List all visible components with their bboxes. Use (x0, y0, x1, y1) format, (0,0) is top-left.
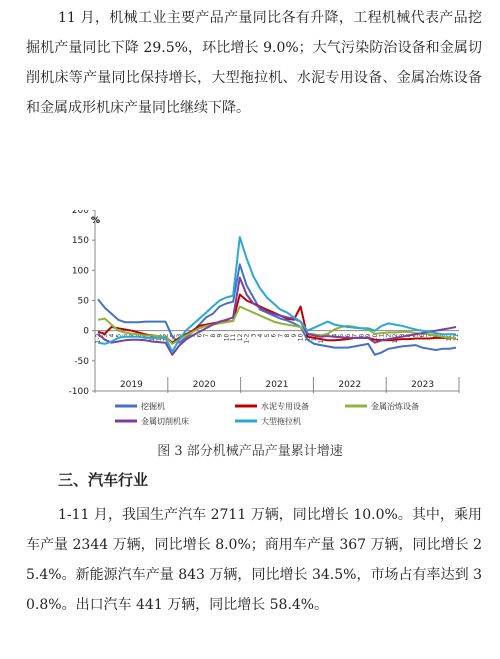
legend-label: 大型拖拉机 (261, 417, 301, 426)
year-label: 2021 (265, 380, 289, 390)
x-tick-label: 4 (108, 333, 116, 338)
x-tick-label: 9 (142, 333, 150, 338)
x-tick-label: 11 (230, 333, 238, 342)
year-label: 2019 (119, 380, 143, 390)
x-tick-label: 1-2 (169, 333, 177, 344)
x-tick-label: 3 (324, 333, 332, 338)
x-tick-label: 8 (135, 333, 143, 338)
x-tick-label: 3 (250, 333, 258, 338)
x-tick-label: 6 (122, 333, 130, 338)
line-chart (55, 210, 475, 440)
x-tick-label: 1-2 (392, 333, 400, 344)
x-tick-label: 3 (176, 333, 184, 338)
x-tick-label: 9 (216, 333, 224, 338)
x-tick-label: 4 (257, 333, 265, 338)
x-tick-label: 8 (209, 333, 217, 338)
y-tick-label: -50 (74, 356, 89, 367)
x-tick-label: 10 (223, 333, 231, 342)
x-tick-label: 8 (284, 333, 292, 338)
year-label: 2022 (338, 380, 362, 390)
year-label: 2023 (411, 380, 435, 390)
legend-label: 挖掘机 (141, 402, 165, 411)
x-tick-label: 1-2 (95, 333, 102, 344)
x-tick-label: 7 (203, 333, 211, 338)
paragraph-auto: 1-11 月，我国生产汽车 2711 万辆，同比增长 10.0%。其中，乘用车产量 2344 万辆，同比增长 8.0%；商用车产量 367 万辆，同比增长 25.4%。新能源汽车产量 843 万辆，同比增长 34.5%，市场占有率达到 30.8%。出口汽车 441 万辆，同比增长 58.4%。 (26, 507, 482, 613)
section-heading: 三、汽车行业 (58, 471, 149, 489)
legend (115, 401, 419, 426)
x-tick-label: 12 (311, 333, 319, 342)
x-tick-label: 5 (115, 333, 123, 338)
x-tick-label: 12 (385, 333, 393, 342)
x-tick-label: 10 (297, 333, 305, 342)
y-tick-label: 0 (83, 326, 89, 337)
x-tick-label: 4 (331, 333, 339, 338)
x-tick-label: 11 (453, 333, 460, 342)
x-tick-label: 10 (446, 333, 454, 342)
x-tick-label: 8 (432, 333, 440, 338)
x-tick-label: 6 (196, 333, 204, 338)
x-tick-label: 5 (412, 333, 420, 338)
x-tick-label: 8 (358, 333, 366, 338)
x-tick-label: 12 (162, 333, 170, 342)
x-tick-label: 11 (378, 333, 386, 342)
x-tick-label: 11 (155, 333, 163, 342)
y-tick-label: 50 (77, 296, 89, 307)
y-tick-label: 100 (71, 266, 89, 277)
x-tick-label: 1-2 (317, 333, 325, 344)
x-tick-label: 7 (425, 333, 433, 338)
x-tick-label: 4 (405, 333, 413, 338)
x-tick-label: 6 (270, 333, 278, 338)
x-tick-label: 5 (338, 333, 346, 338)
year-label: 2020 (192, 380, 216, 390)
x-tick-label: 10 (371, 333, 379, 342)
x-tick-label: 12 (236, 333, 244, 342)
legend-label: 金属切削机床 (141, 417, 189, 426)
x-tick-label: 10 (149, 333, 157, 342)
y-tick-label: 200 (71, 210, 89, 216)
x-tick-label: 6 (344, 333, 352, 338)
x-tick-label: 11 (304, 333, 312, 342)
x-tick-label: 3 (101, 333, 109, 338)
x-tick-label: 9 (290, 333, 298, 338)
y-tick-label: -100 (68, 387, 89, 397)
x-tick-label: 4 (182, 333, 190, 338)
legend-label: 水泥专用设备 (261, 402, 309, 411)
x-tick-label: 7 (351, 333, 359, 338)
legend-label: 金属冶炼设备 (371, 402, 419, 411)
x-tick-label: 7 (128, 333, 136, 338)
x-tick-label: 3 (398, 333, 406, 338)
x-tick-label: 9 (439, 333, 447, 338)
x-tick-label: 6 (419, 333, 427, 338)
y-axis (69, 210, 95, 397)
paragraph-machinery: 11 月，机械工业主要产品产量同比各有升降，工程机械代表产品挖掘机产量同比下降 29.5%，环比增长 9.0%；大气污染防治设备和金属切削机床等产量同比保持增长，大型拖拉机、水泥专用设备、金属冶炼设备和金属成形机床产量同比继续下降。 (26, 10, 482, 116)
x-tick-label: 1-2 (243, 333, 251, 344)
x-tick-label: 5 (189, 333, 197, 338)
x-tick-label: 9 (365, 333, 373, 338)
y-axis-label: % (91, 216, 101, 226)
y-tick-label: 150 (71, 236, 89, 247)
chart-container (55, 210, 475, 440)
figure-caption: 图 3 部分机械产品产量累计增速 (157, 444, 343, 459)
x-tick-label: 5 (263, 333, 271, 338)
x-tick-label: 7 (277, 333, 285, 338)
